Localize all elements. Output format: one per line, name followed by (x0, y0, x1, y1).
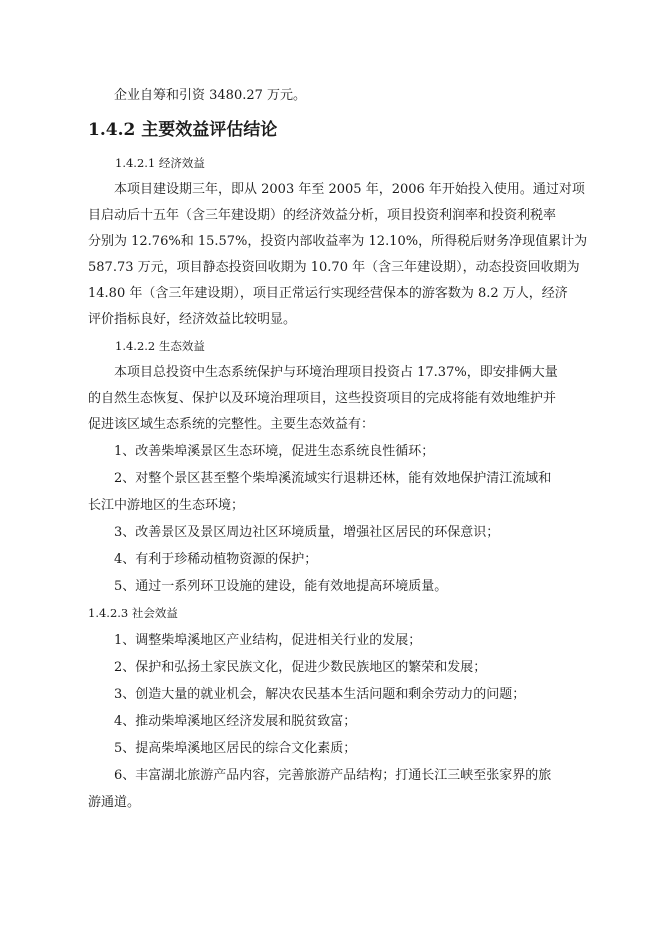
social-heading: 1.4.2.3 社会效益 (88, 606, 178, 620)
ecological-item: 长江中游地区的生态环境； (88, 498, 245, 513)
section-heading: 1.4.2 主要效益评估结论 (88, 120, 278, 140)
ecological-item: 5、通过一系列环卫设施的建设，能有效地提高环境质量。 (114, 579, 448, 594)
ecological-item: 1、改善柴埠溪景区生态环境，促进生态系统良性循环； (114, 444, 435, 459)
ecological-line: 本项目总投资中生态系统保护与环境治理项目投资占 17.37%，即安排俩大量 (114, 365, 558, 380)
intro-line: 企业自筹和引资 3480.27 万元。 (114, 88, 307, 103)
ecological-item: 4、有利于珍稀动植物资源的保护； (114, 552, 318, 567)
social-item: 6、丰富湖北旅游产品内容，完善旅游产品结构；打通长江三峡至张家界的旅 (114, 768, 552, 783)
economic-heading: 1.4.2.1 经济效益 (115, 156, 205, 170)
economic-line: 目启动后十五年（含三年建设期）的经济效益分析，项目投资利润率和投资利税率 (88, 208, 557, 223)
ecological-line: 的自然生态恢复、保护以及环境治理项目，这些投资项目的完成将能有效地维护并 (88, 391, 557, 406)
social-item: 4、推动柴埠溪地区经济发展和脱贫致富； (114, 714, 357, 729)
social-item: 2、保护和弘扬土家民族文化，促进少数民族地区的繁荣和发展； (114, 660, 487, 675)
economic-line: 分别为 12.76%和 15.57%，投资内部收益率为 12.10%，所得税后财务净现值累计为 (88, 234, 588, 249)
economic-line: 14.80 年（含三年建设期），项目正常运行实现经营保本的游客数为 8.2 万人，经济 (88, 286, 568, 301)
economic-line: 评价指标良好，经济效益比较明显。 (88, 312, 297, 327)
social-item: 3、创造大量的就业机会，解决农民基本生活问题和剩余劳动力的问题； (114, 687, 526, 702)
ecological-item: 3、改善景区及景区周边社区环境质量，增强社区居民的环保意识； (114, 525, 500, 540)
social-item: 5、提高柴埠溪地区居民的综合文化素质； (114, 741, 357, 756)
ecological-heading: 1.4.2.2 生态效益 (115, 339, 205, 353)
economic-line: 本项目建设期三年，即从 2003 年至 2005 年，2006 年开始投入使用。通过对项 (114, 182, 585, 197)
ecological-line: 促进该区域生态系统的完整性。主要生态效益有： (88, 417, 375, 432)
economic-line: 587.73 万元，项目静态投资回收期为 10.70 年（含三年建设期），动态投资回收期为 (88, 260, 580, 275)
ecological-item: 2、对整个景区甚至整个柴埠溪流域实行退耕还林，能有效地保护清江流域和 (114, 471, 552, 486)
social-item: 1、调整柴埠溪地区产业结构，促进相关行业的发展； (114, 633, 422, 648)
social-item: 游通道。 (88, 795, 141, 810)
